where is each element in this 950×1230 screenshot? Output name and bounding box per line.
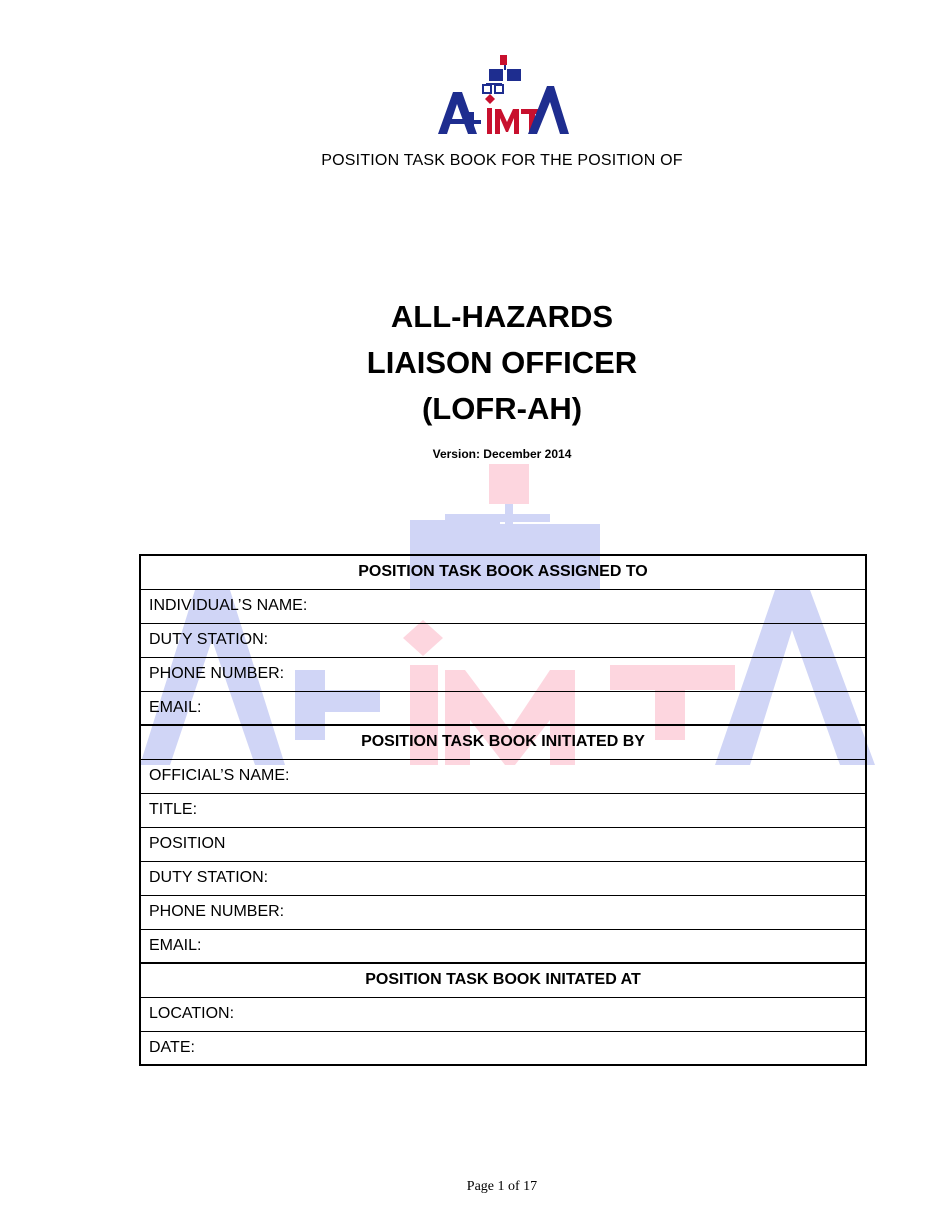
form-row bbox=[140, 827, 866, 861]
field-position[interactable]: POSITION bbox=[140, 827, 866, 861]
field-official-name[interactable]: OFFICIAL’S NAME: bbox=[140, 759, 866, 793]
document-title bbox=[0, 294, 950, 432]
title-line-2: LIAISON OFFICER bbox=[366, 345, 638, 380]
field-location[interactable]: LOCATION: bbox=[140, 997, 866, 1031]
field-individual-name[interactable]: INDIVIDUAL’S NAME: bbox=[140, 589, 866, 623]
field-official-phone-number[interactable]: PHONE NUMBER: bbox=[140, 895, 866, 929]
form-row bbox=[140, 589, 866, 623]
field-date[interactable]: DATE: bbox=[140, 1031, 866, 1065]
field-duty-station[interactable]: DUTY STATION: bbox=[140, 623, 866, 657]
assignment-form-table bbox=[139, 554, 867, 1066]
form-row bbox=[140, 895, 866, 929]
form-row bbox=[140, 623, 866, 657]
section-initiated-at bbox=[140, 963, 866, 997]
form-row bbox=[140, 861, 866, 895]
section-initiated-by bbox=[140, 725, 866, 759]
form-row bbox=[140, 759, 866, 793]
form-row bbox=[140, 793, 866, 827]
field-official-duty-station[interactable]: DUTY STATION: bbox=[140, 861, 866, 895]
form-row bbox=[140, 929, 866, 963]
form-row bbox=[140, 1031, 866, 1065]
title-line-1: ALL-HAZARDS bbox=[390, 299, 614, 334]
form-row bbox=[140, 691, 866, 725]
field-email[interactable]: EMAIL: bbox=[140, 691, 866, 725]
form-row bbox=[140, 997, 866, 1031]
version-label: Version: December 2014 bbox=[432, 447, 572, 461]
field-official-email[interactable]: EMAIL: bbox=[140, 929, 866, 963]
document-subtitle: POSITION TASK BOOK FOR THE POSITION OF bbox=[321, 152, 683, 169]
section-assigned-to bbox=[140, 555, 866, 589]
page-number: Page 1 of 17 bbox=[466, 1179, 538, 1194]
title-line-3: (LOFR-AH) bbox=[421, 391, 583, 426]
ahimta-logo bbox=[436, 52, 570, 136]
section-heading: POSITION TASK BOOK ASSIGNED TO bbox=[140, 555, 866, 589]
section-heading: POSITION TASK BOOK INITATED AT bbox=[140, 963, 866, 997]
field-phone-number[interactable]: PHONE NUMBER: bbox=[140, 657, 866, 691]
form-row bbox=[140, 657, 866, 691]
field-title[interactable]: TITLE: bbox=[140, 793, 866, 827]
section-heading: POSITION TASK BOOK INITIATED BY bbox=[140, 725, 866, 759]
